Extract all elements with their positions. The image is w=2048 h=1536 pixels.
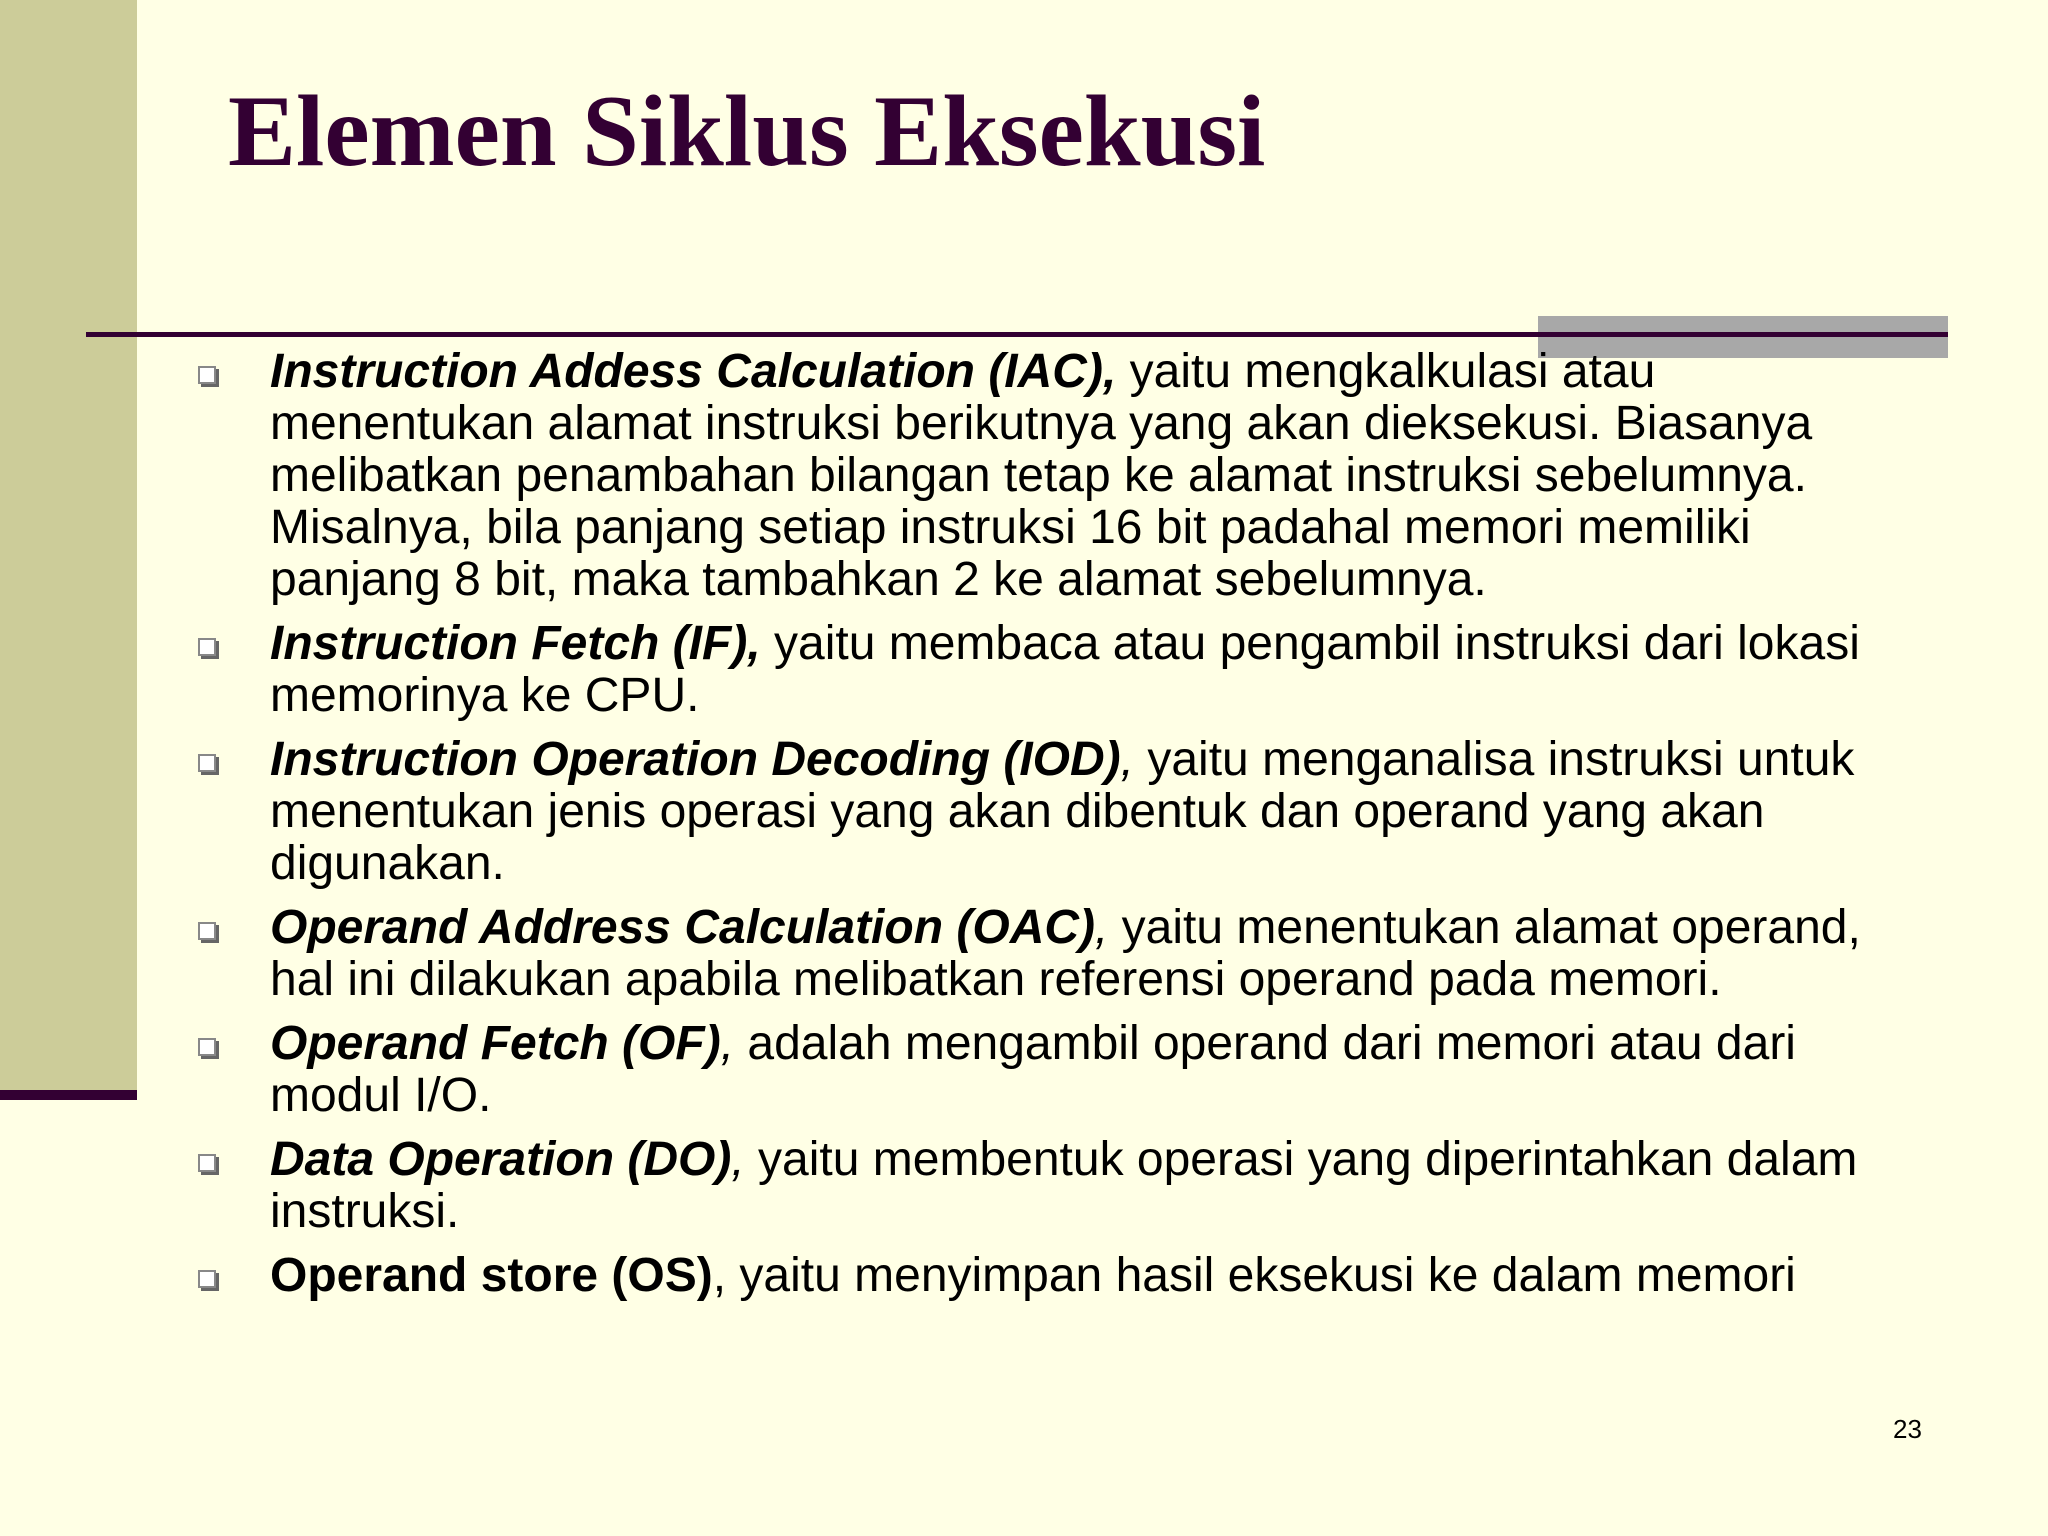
bullet-item-iac	[190, 346, 1910, 606]
bullet-square-icon	[198, 922, 216, 940]
side-accent-line	[0, 1090, 137, 1100]
bullet-item-os	[190, 1250, 1910, 1302]
bullet-text: adalah mengambil operand dari memori atau dari modul I/O.	[270, 1017, 1796, 1122]
bullet-list	[190, 346, 1910, 1314]
bullet-text: yaitu mengkalkulasi atau menentukan alamat instruksi berikutnya yang akan dieksekusi. Biasanya melibatkan penambahan bilangan tetap ke alamat instruksi sebelumnya. Misalnya, bila panjang setiap instruksi 16 bit padahal memori memiliki panjang 8 bit, maka tambahkan 2 ke alamat sebelumnya.	[270, 345, 1813, 606]
bullet-term-comma: ,	[1102, 345, 1117, 398]
bullet-item-of	[190, 1018, 1910, 1122]
side-band	[0, 0, 137, 1090]
bullet-item-if	[190, 618, 1910, 722]
bullet-square-icon	[198, 1038, 216, 1056]
bullet-text: yaitu membentuk operasi yang diperintahkan dalam instruksi.	[270, 1133, 1858, 1238]
bullet-text: yaitu membaca atau pengambil instruksi dari lokasi memorinya ke CPU.	[270, 617, 1860, 722]
bullet-item-oac	[190, 902, 1910, 1006]
bullet-term: Operand Fetch (OF)	[270, 1017, 721, 1070]
bullet-item-iod	[190, 734, 1910, 890]
bullet-term-comma: ,	[747, 617, 761, 670]
bullet-square-icon	[198, 638, 216, 656]
bullet-text: yaitu menyimpan hasil eksekusi ke dalam memori	[726, 1249, 1796, 1302]
bullet-term-comma: ,	[731, 1133, 745, 1186]
page-number: 23	[1893, 1414, 1922, 1444]
bullet-text: yaitu menentukan alamat operand, hal ini dilakukan apabila melibatkan referensi operand pada memori.	[270, 901, 1861, 1006]
title-divider	[86, 332, 1948, 337]
bullet-term: Data Operation (DO)	[270, 1133, 732, 1186]
bullet-square-icon	[198, 754, 216, 772]
bullet-term-comma: ,	[720, 1017, 735, 1070]
bullet-term-comma: ,	[1120, 733, 1135, 786]
bullet-term: Operand store (OS)	[270, 1249, 713, 1302]
bullet-text: yaitu menganalisa instruksi untuk menentukan jenis operasi yang akan dibentuk dan operand yang akan digunakan.	[270, 733, 1855, 890]
bullet-square-icon	[198, 366, 216, 384]
bullet-term: Instruction Fetch (IF)	[270, 617, 748, 670]
bullet-term: Instruction Addess Calculation (IAC)	[270, 345, 1103, 398]
bullet-item-do	[190, 1134, 1910, 1238]
bullet-square-icon	[198, 1270, 216, 1288]
bullet-term: Instruction Operation Decoding (IOD)	[270, 733, 1121, 786]
slide-title: Elemen Siklus Eksekusi	[228, 75, 1266, 188]
bullet-term-comma: ,	[712, 1249, 727, 1302]
bullet-term-comma: ,	[1095, 901, 1109, 954]
bullet-term: Operand Address Calculation (OAC)	[270, 901, 1095, 954]
bullet-square-icon	[198, 1154, 216, 1172]
